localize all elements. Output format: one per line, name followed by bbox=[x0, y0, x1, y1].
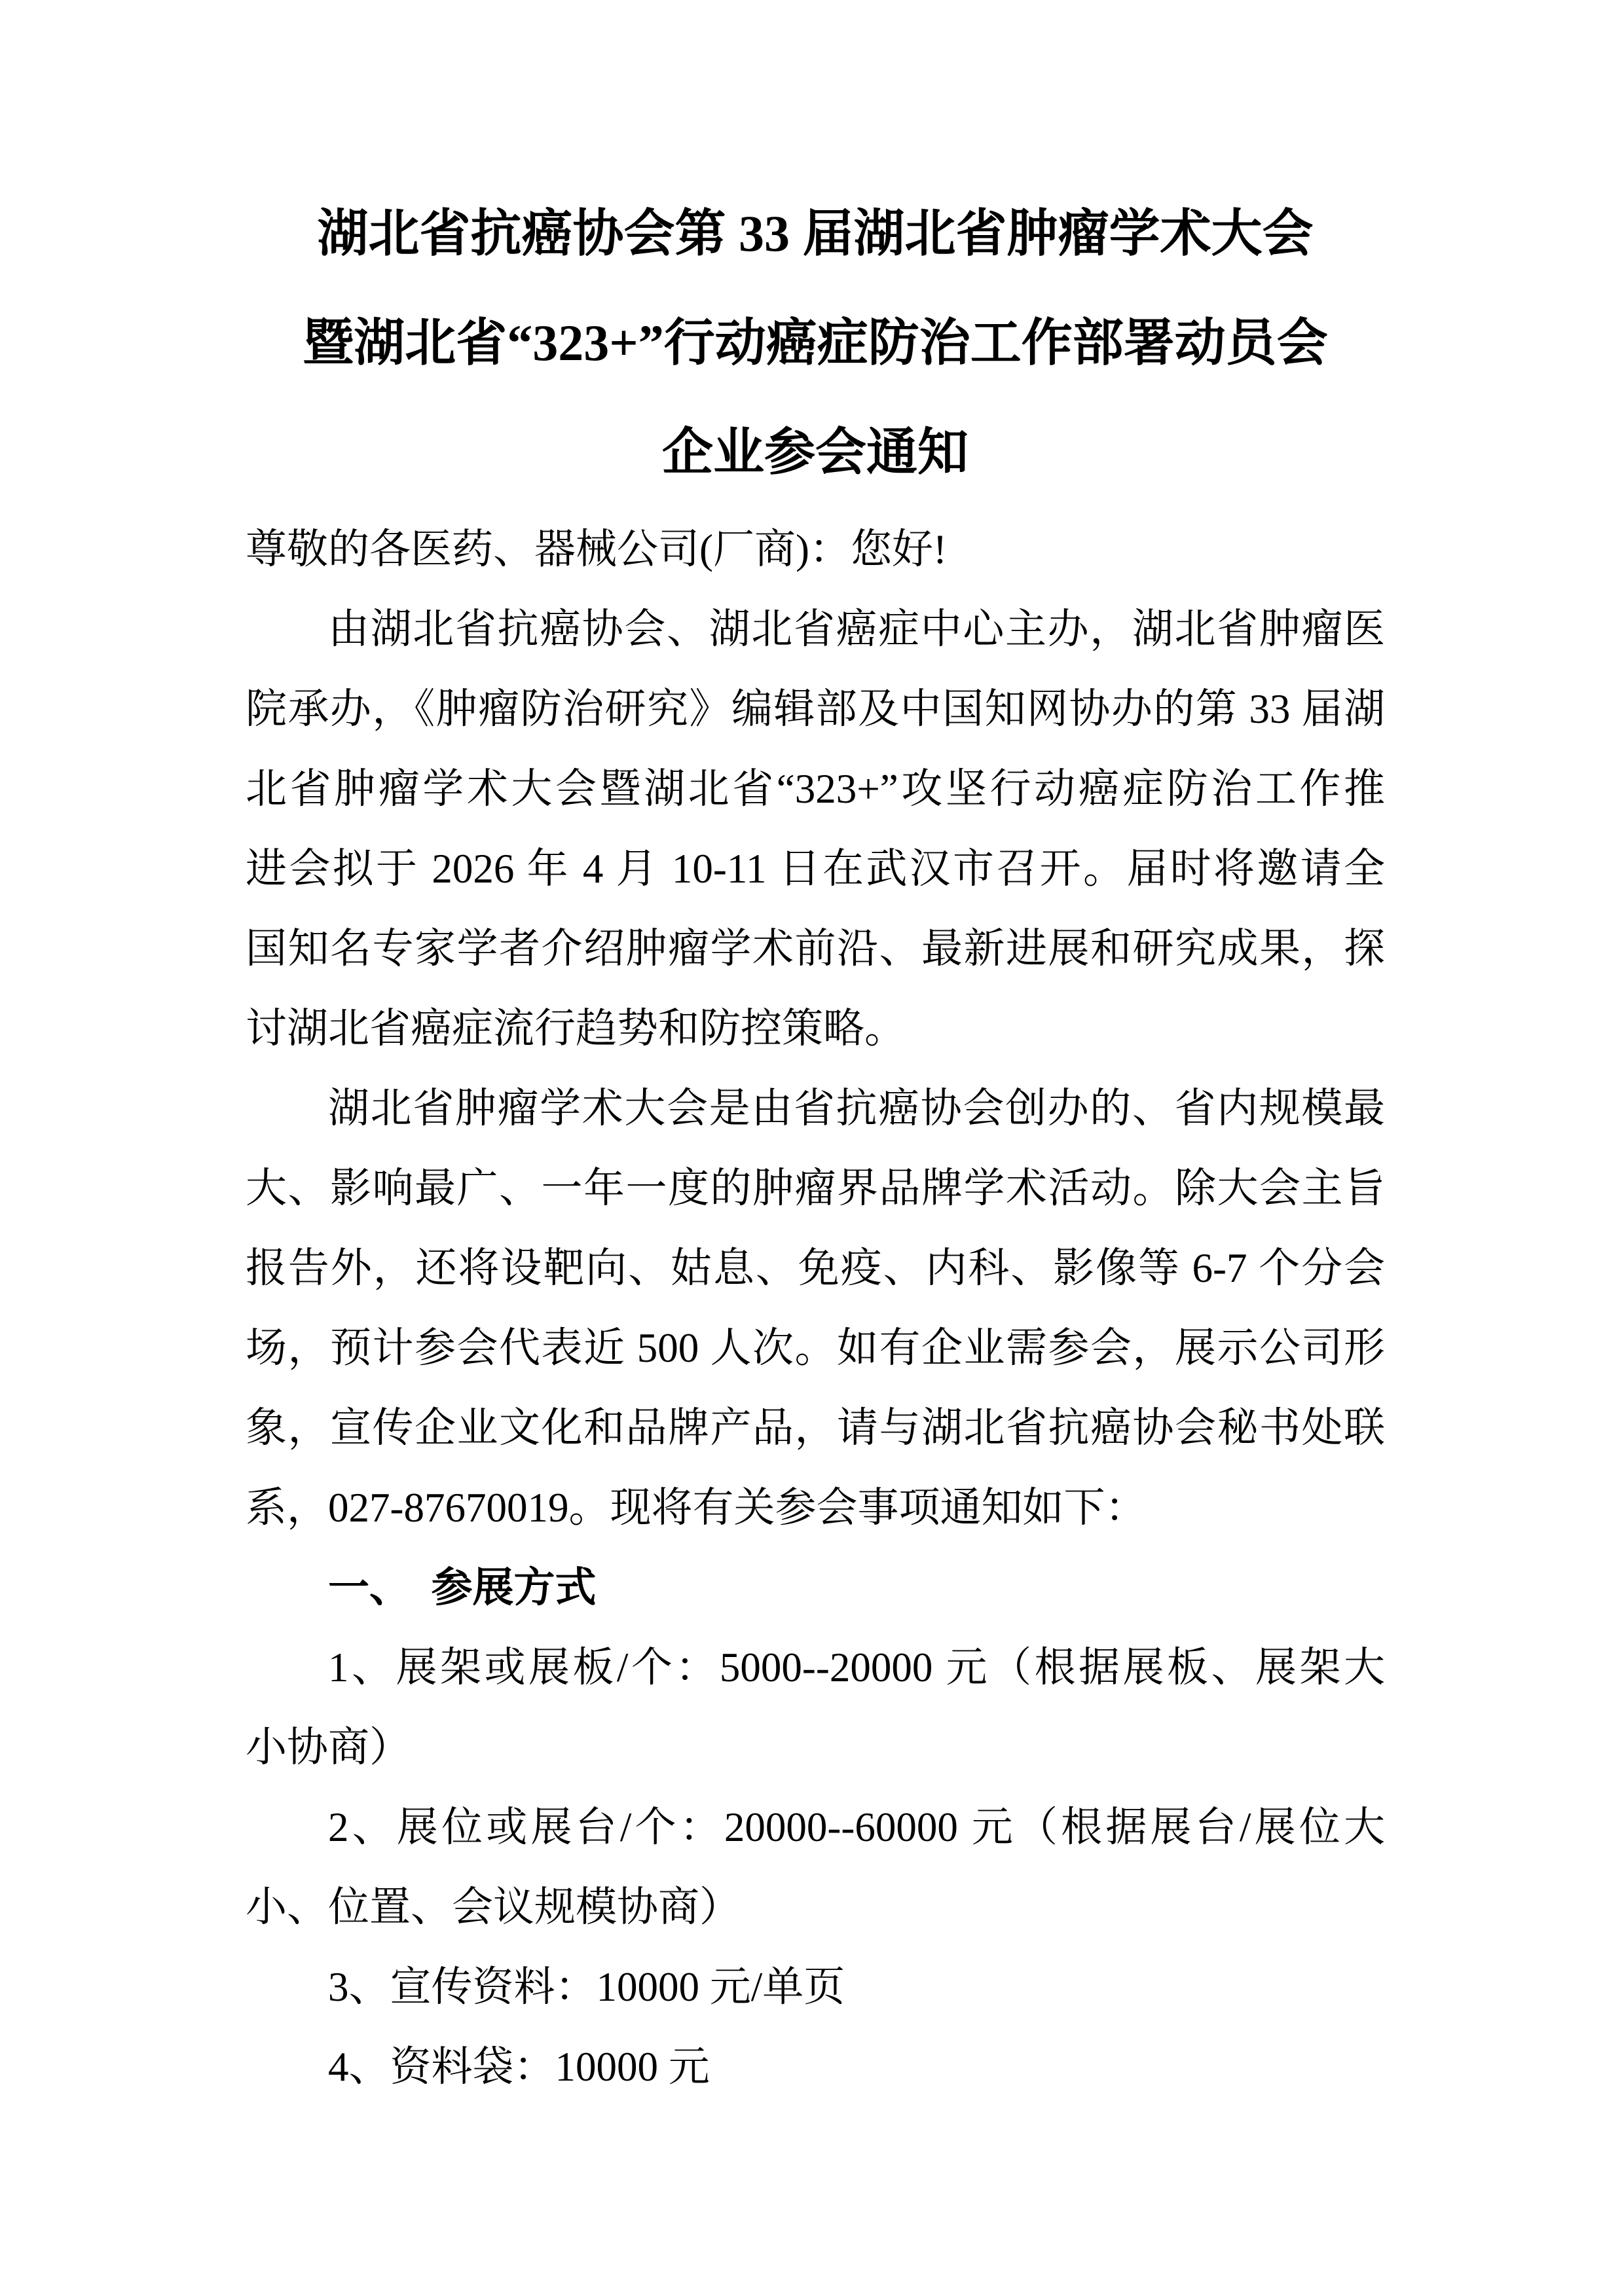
list-item-1-line-2: 小协商） bbox=[246, 1724, 411, 1770]
list-item-2-line-1: 2、展位或展台/个：20000--60000 元（根据展台/展位大 bbox=[328, 1804, 1385, 1850]
title-line-2: 暨湖北省“323+”行动癌症防治工作部署动员会 bbox=[303, 314, 1328, 371]
list-item-2-line-2: 小、位置、会议规模协商） bbox=[246, 1884, 741, 1930]
document-title bbox=[246, 179, 1385, 507]
paragraph-2-line-3: 报告外，还将设靶向、姑息、免疫、内科、影像等 6-7 个分会 bbox=[246, 1245, 1385, 1291]
title-line-3: 企业参会通知 bbox=[661, 424, 969, 481]
salutation-line: 尊敬的各医药、器械公司(厂商)：您好! bbox=[246, 526, 947, 572]
paragraph-1-line-1: 由湖北省抗癌协会、湖北省癌症中心主办，湖北省肿瘤医 bbox=[328, 606, 1385, 652]
list-item-4: 4、资料袋：10000 元 bbox=[328, 2044, 710, 2090]
title-line-1: 湖北省抗癌协会第 33 届湖北省肿瘤学术大会 bbox=[317, 205, 1314, 262]
paragraph-2-line-1: 湖北省肿瘤学术大会是由省抗癌协会创办的、省内规模最 bbox=[328, 1085, 1385, 1131]
list-item-3: 3、宣传资料：10000 元/单页 bbox=[328, 1964, 845, 2010]
paragraph-2-line-6: 系，027-87670019。现将有关参会事项通知如下： bbox=[246, 1485, 1147, 1531]
paragraph-1-line-6: 讨湖北省癌症流行趋势和防控策略。 bbox=[246, 1006, 906, 1051]
paragraph-1-line-5: 国知名专家学者介绍肿瘤学术前沿、最新进展和研究成果，探 bbox=[246, 926, 1385, 972]
paragraph-2-line-2: 大、影响最广、一年一度的肿瘤界品牌学术活动。除大会主旨 bbox=[246, 1165, 1385, 1211]
document-body bbox=[246, 509, 1385, 2107]
paragraph-1-line-3: 北省肿瘤学术大会暨湖北省“323+”攻坚行动癌症防治工作推 bbox=[246, 766, 1385, 812]
section-heading-1: 一、 参展方式 bbox=[328, 1565, 597, 1611]
paragraph-2-line-5: 象，宣传企业文化和品牌产品，请与湖北省抗癌协会秘书处联 bbox=[246, 1405, 1385, 1451]
paragraph-2-line-4: 场，预计参会代表近 500 人次。如有企业需参会，展示公司形 bbox=[246, 1325, 1385, 1371]
paragraph-1-line-4: 进会拟于 2026 年 4 月 10-11 日在武汉市召开。届时将邀请全 bbox=[246, 846, 1385, 892]
paragraph-1-line-2: 院承办，《肿瘤防治研究》编辑部及中国知网协办的第 33 届湖 bbox=[246, 686, 1385, 732]
list-item-1-line-1: 1、展架或展板/个：5000--20000 元（根据展板、展架大 bbox=[328, 1645, 1385, 1690]
